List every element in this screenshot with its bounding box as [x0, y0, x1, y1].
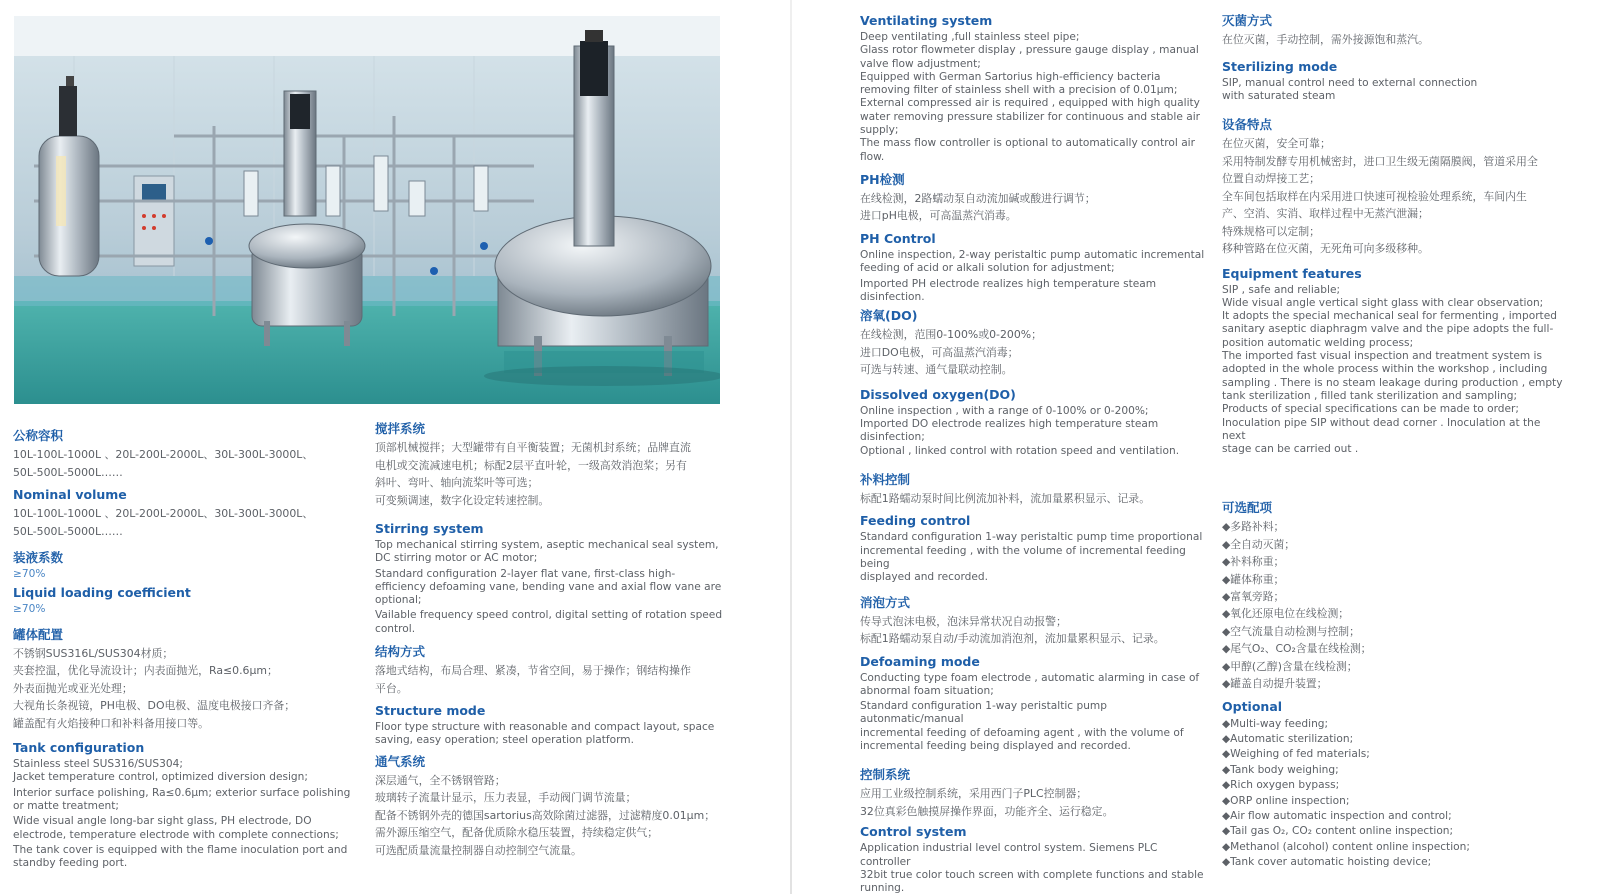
section-title: PH Control — [860, 230, 936, 246]
section-title: Equipment features — [1222, 265, 1362, 281]
section-text: 深层通气，全不锈钢管路； 玻璃转子流量计显示，压力表显，手动阀门调节流量； 配备不锈钢外壳的德国sartorius高效除菌过滤器，过滤精度0.01μm； 需外源压缩空气，配备优质除水稳压装置，持续稳定供气； 可选配质量流量控制器自动控制空气流量。 — [375, 773, 716, 857]
section-text: Standard configuration 1-way peristaltic pump time proportional incremental feeding , with the volume of incremental feeding being displayed and recorded. — [860, 531, 1203, 584]
section-text: Online inspection, 2-way peristaltic pump automatic incremental feeding of acid or alkali solution for adjustment; — [860, 248, 1205, 275]
section — [375, 521, 725, 636]
section-title: 公称容积 — [13, 428, 64, 443]
section-text: 传导式泡沫电极，泡沫异常状况自动报警； 标配1路蠕动泵自动/手动流加消泡剂，流加量累积显示、记录。 — [860, 614, 1165, 646]
optional-item: ◆补料称重； — [1222, 555, 1285, 569]
section-title: 控制系统 — [860, 767, 911, 783]
section-title: 设备特点 — [1222, 117, 1273, 133]
section — [860, 472, 1205, 508]
optional-item: ◆多路补料； — [1222, 520, 1285, 534]
optional-zh-title: 可选配项 — [1222, 500, 1273, 516]
section-text: Deep ventilating ,full stainless steel pipe; Glass rotor flowmeter display , pressure gauge display , manual valve flow adjustment; Equipped with German Sartorius high-efficiency bacteria removing filter of stainless shell with a precision of 0.01μm; External compressed air is required , equipped with high quality water removing pressure stabilizer for continuous and stable air supply; The mass flow controller is optional to automatically control air flow. — [860, 31, 1201, 163]
section — [860, 308, 1205, 379]
section-text: 顶部机械搅拌；大型罐带有自平衡装置；无菌机封系统；品牌直流 电机或交流减速电机；标配2层平直叶轮，一级高效消泡桨；另有 斜叶、弯叶、轴向流桨叶等可选； 可变频调速，数字化设定转速控制。 — [375, 441, 691, 507]
section-title: 消泡方式 — [860, 594, 911, 610]
section-title: Defoaming mode — [860, 653, 980, 669]
section-text: 10L-100L-1000L 、20L-200L-2000L、30L-300L-3000L、 50L-500L-5000L…… — [13, 507, 314, 538]
section-text: 10L-100L-1000L 、20L-200L-2000L、30L-300L-3000L、 50L-500L-5000L…… — [13, 448, 314, 479]
section-text: Top mechanical stirring system, aseptic mechanical seal system, DC stirring motor or AC motor; — [375, 539, 719, 565]
section-title: Tank configuration — [13, 740, 145, 756]
optional-item: ◆ORP online inspection; — [1222, 794, 1350, 807]
section — [860, 13, 1205, 164]
section-text: Wide visual angle long-bar sight glass, PH electrode, DO electrode, temperature electrode with complete connections; — [13, 815, 339, 841]
section — [860, 767, 1205, 820]
optional-item: ◆Multi-way feeding; — [1222, 717, 1329, 730]
right-page — [792, 0, 1600, 894]
section — [860, 595, 1205, 648]
optional-item: ◆Tank body weighing; — [1222, 763, 1339, 776]
section — [860, 824, 1205, 895]
section — [375, 421, 725, 509]
section-text: Standard configuration 1-way peristaltic pump autonmatic/manual incremental feeding of defoaming agent , with the volume of incremental feeding being displayed and recorded. — [860, 700, 1184, 753]
section-text: Conducting type foam electrode , automatic alarming in case of abnormal foam situation; — [860, 671, 1200, 697]
optional-en — [1222, 699, 1567, 871]
section-text: Vailable frequency speed control, digital setting of rotation speed control. — [375, 609, 723, 635]
section-text: Imported PH electrode realizes high temperature steam disinfection. — [860, 277, 1157, 303]
section-title: 通气系统 — [375, 753, 426, 769]
optional-item: ◆Tank cover automatic hoisting device; — [1222, 856, 1432, 869]
section-text: Standard configuration 2-layer flat vane, first-class high- efficiency defoaming vane, bending vane and axial flow vane are optional; — [375, 567, 722, 607]
optional-item: ◆Weighing of fed materials; — [1222, 748, 1370, 761]
optional-item: ◆Automatic sterilization; — [1222, 732, 1354, 745]
section-title: 装液系数 — [13, 550, 64, 565]
section-text: 在线检测，2路蠕动泵自动流加碱或酸进行调节； 进口pH电极，可高温蒸汽消毒。 — [860, 191, 1096, 223]
optional-item: ◆Air flow automatic inspection and control; — [1222, 809, 1452, 822]
section-title: 罐体配置 — [13, 626, 64, 642]
optional-item: ◆Rich oxygen bypass; — [1222, 779, 1340, 792]
section-title: 补料控制 — [860, 471, 911, 487]
section-title: Structure mode — [375, 703, 486, 719]
section-title: Sterilizing mode — [1222, 58, 1338, 74]
optional-item: ◆Tail gas O₂, CO₂ content online inspection; — [1222, 825, 1454, 838]
section — [860, 654, 1205, 754]
section-title: Liquid loading coefficient — [13, 585, 191, 601]
section-text: 应用工业级控制系统，采用西门子PLC控制器； 32位真彩色触摸屏操作界面，功能齐全、运行稳定。 — [860, 787, 1114, 818]
section-text: Interior surface polishing, Ra≤0.6μm; exterior surface polishing or matte treatment; — [13, 786, 351, 812]
section — [13, 428, 358, 481]
section-title: Control system — [860, 824, 967, 840]
optional-item: ◆罐体称重； — [1222, 572, 1285, 586]
section — [13, 487, 358, 540]
section-title: PH检测 — [860, 171, 905, 187]
optional-zh-list — [1222, 518, 1567, 692]
section — [1222, 13, 1567, 49]
optional-item: ◆罐盖自动提升装置； — [1222, 677, 1328, 691]
optional-item: ◆甲醇(乙醇)含量在线检测； — [1222, 659, 1358, 673]
section-title: 灭菌方式 — [1222, 13, 1273, 28]
section-title: Feeding control — [860, 513, 971, 529]
left-page — [0, 0, 792, 894]
optional-item: ◆全自动灭菌； — [1222, 537, 1296, 551]
left-column-1 — [13, 428, 358, 870]
section-text: SIP , safe and reliable; Wide visual angle vertical sight glass with clear observation; It adopts the special mechanical seal for fermenting , imported sanitary aseptic diaphragm valve and the pipe adopts the full- position automatic welding process; The imported fast visual inspection and treatment system is adopted in the whole process within the workshop , including sampling . There is no steam leakage during production , empty tank sterilization , filled tank sterilization and sampling; Products of special specifications can be made to order; Inoculation pipe SIP without dead corner . Inoculation at the next stage can be carried out . — [1222, 283, 1563, 456]
optional-item: ◆空气流量自动检测与控制； — [1222, 624, 1360, 638]
optional-item: ◆Methanol (alcohol) content online inspection; — [1222, 840, 1470, 853]
section-text: 在位灭菌，安全可靠； 采用特制发酵专用机械密封，进口卫生级无菌隔膜阀，管道采用全 位置自动焊接工艺； 全车间包括取样在内采用进口快速可视检验处理系统，车间内生 产、空消、实消、取样过程中无蒸汽泄漏； 特殊规格可以定制； 移种管路在位灭菌，无死角可向多级移种。 — [1222, 137, 1538, 256]
section-title: Ventilating system — [860, 13, 993, 28]
section-text: 在位灭菌，手动控制，需外接源饱和蒸汽。 — [1222, 33, 1429, 46]
section-text: ≥70% — [13, 568, 46, 580]
section — [1222, 59, 1567, 104]
optional-en-list — [1222, 717, 1567, 871]
left-column-2 — [375, 421, 725, 863]
section-text: 落地式结构，布局合理、紧凑，节省空间，易于操作；钢结构操作 平台。 — [375, 664, 691, 695]
section-title: 溶氧(DO) — [860, 308, 918, 324]
right-column-1 — [860, 13, 1205, 896]
optional-zh — [1222, 500, 1567, 692]
section — [13, 627, 358, 733]
section-text: 在线检测，范围0-100%或0-200%； 进口DO电极，可高温蒸汽消毒； 可选与转速、通气量联动控制。 — [860, 328, 1043, 377]
section — [13, 550, 358, 581]
section-text: ≥70% — [13, 603, 46, 616]
section — [860, 172, 1205, 225]
section — [375, 644, 725, 697]
right-column-2 — [1222, 13, 1567, 871]
section — [13, 740, 358, 870]
section-title: Nominal volume — [13, 487, 127, 502]
section — [860, 513, 1205, 584]
section — [13, 585, 358, 616]
section-title: 搅拌系统 — [375, 421, 426, 436]
section — [1222, 266, 1567, 457]
section-text: Stainless steel SUS316/SUS304; Jacket temperature control, optimized diversion design; — [13, 758, 308, 784]
section-text: Floor type structure with reasonable and compact layout, space saving, easy operation; steel operation platform. — [375, 721, 715, 747]
section — [1222, 117, 1567, 258]
section — [375, 703, 725, 748]
section — [860, 231, 1205, 304]
optional-item: ◆尾气O₂、CO₂含量在线检测； — [1222, 642, 1372, 656]
fermenter-photo — [14, 16, 720, 404]
section-text: Online inspection , with a range of 0-100% or 0-200%; Imported DO electrode realizes high temperature steam disinfection; Optional , linked control with rotation speed and ventilation. — [860, 404, 1180, 457]
section-text: The tank cover is equipped with the flame inoculation port and standby feeding port. — [13, 843, 348, 870]
section-text: 标配1路蠕动泵时间比例流加补料，流加量累积显示、记录。 — [860, 491, 1151, 505]
section-text: 不锈钢SUS316L/SUS304材质； 夹套控温，优化导流设计；内表面抛光，Ra≤0.6μm； 外表面抛光或亚光处理； 大视角长条视镜，PH电极、DO电极、温度电极接口齐备； 罐盖配有火焰接种口和补料备用接口等。 — [13, 646, 296, 730]
optional-item: ◆富氧旁路； — [1222, 590, 1285, 604]
optional-en-title: Optional — [1222, 698, 1283, 714]
section-title: Stirring system — [375, 521, 484, 536]
section — [375, 754, 725, 860]
optional-item: ◆氧化还原电位在线检测； — [1222, 607, 1350, 621]
section — [860, 387, 1205, 458]
section-text: SIP, manual control need to external connection with saturated steam — [1222, 76, 1478, 102]
section-title: Dissolved oxygen(DO) — [860, 386, 1016, 402]
section-text: Application industrial level control system. Siemens PLC controller 32bit true color touch screen with complete functions and stable running. — [860, 842, 1204, 895]
section-title: 结构方式 — [375, 644, 426, 660]
